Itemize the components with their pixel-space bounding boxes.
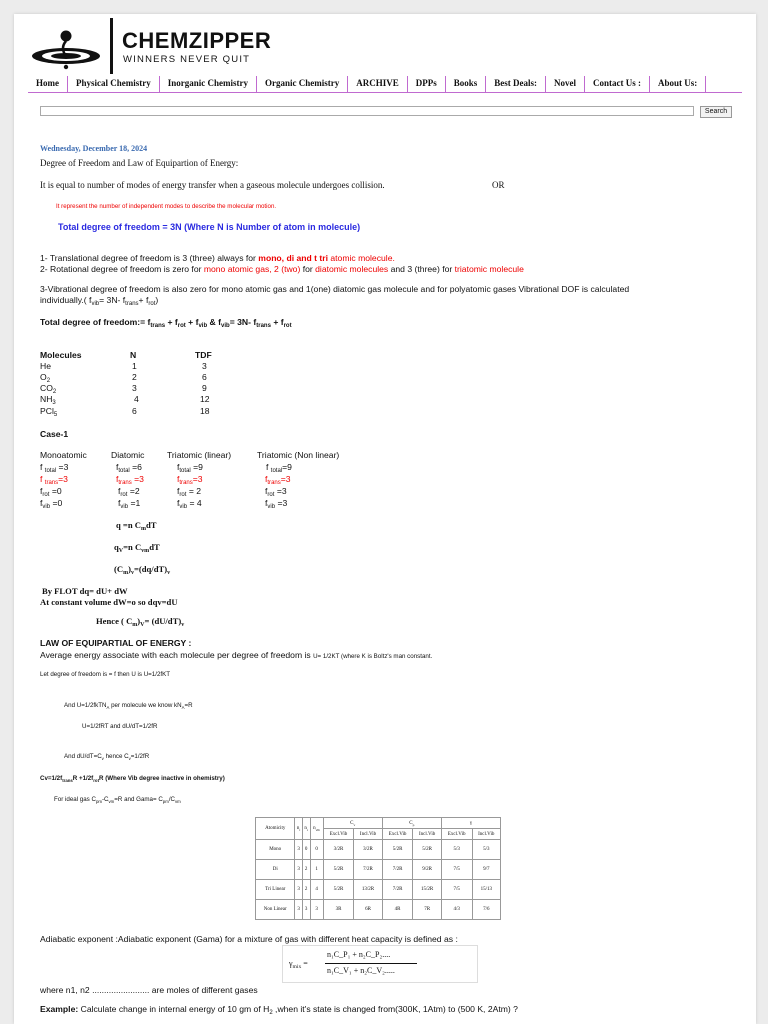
site-title[interactable]: CHEMZIPPER	[122, 28, 272, 53]
eq-qv: $q_V=n$ $C_{vm}dT$	[114, 542, 160, 554]
thermo-cell: 13/2R	[354, 880, 382, 900]
mol-header-n: N	[130, 350, 137, 360]
th-gamma: γ	[441, 818, 500, 829]
case-vib-trilin: $f_{vib} = 4$	[177, 498, 202, 510]
search-input[interactable]	[40, 106, 694, 116]
thermo-cell: 7R	[413, 900, 441, 920]
mol-row-co2: $CO_2$	[40, 383, 57, 395]
th-sub-0: Excl.Vib	[323, 829, 354, 840]
thermo-cell: 9/2R	[413, 860, 441, 880]
intro-text: It is equal to number of modes of energy transfer when a gaseous molecule undergoes collision.	[40, 180, 385, 190]
thermo-row-mono	[256, 840, 501, 860]
mol-tdf-pcl5: 18	[200, 406, 210, 416]
case-header-tri-linear: Triatomic (linear)	[167, 450, 232, 460]
thermo-row-linear	[256, 880, 501, 900]
th-sub-3: Incl.Vib	[413, 829, 441, 840]
let-dof-line: Let degree of freedom is = f then U is U=1/2fKT	[40, 671, 171, 678]
nav-contact-us[interactable]: Contact Us :	[585, 76, 650, 92]
thermo-cell: 7/5	[441, 880, 472, 900]
case-vib-di: $f_{vib} =1$	[118, 498, 141, 510]
th-sub-4: Excl.Vib	[441, 829, 472, 840]
case-header-di: Diatomic	[111, 450, 145, 460]
thermo-cell: 3	[295, 880, 302, 900]
thermo-cell: 3R	[323, 900, 354, 920]
thermo-cell: 3	[295, 900, 302, 920]
thermo-cell: 3	[295, 840, 302, 860]
thermo-header-row	[256, 818, 501, 829]
logo-icon[interactable]	[30, 24, 102, 76]
nav-physical-chemistry[interactable]: Physical Chemistry	[68, 76, 160, 92]
formula-numerator: n₁C_P₁ + n₂C_P₂....	[327, 950, 391, 959]
th-sub-2: Excl.Vib	[382, 829, 413, 840]
case-total-di: $f_{total} =6$	[116, 462, 142, 474]
formula-lhs: $\gamma_{mix}$ =	[289, 959, 308, 970]
nav-dpps[interactable]: DPPs	[408, 76, 446, 92]
case-rot-di: $f_{rot} =2$	[118, 486, 140, 498]
thermo-cell: 0	[302, 840, 310, 860]
thermo-row-di	[256, 860, 501, 880]
mol-n-nh3: 4	[134, 394, 139, 404]
nav-best-deals[interactable]: Best Deals:	[486, 76, 546, 92]
thermo-cell: 5/2R	[323, 860, 354, 880]
mol-row-pcl5: PCl$_5$	[40, 406, 58, 418]
case-trans-di: $f_{trans} =3$	[116, 474, 144, 486]
mol-header-tdf: TDF	[195, 350, 212, 360]
eq-const-vol: At constant volume dW=o so dqv=dU	[40, 597, 178, 607]
mol-n-co2: 3	[132, 383, 137, 393]
ideal-gas-line: For ideal gas $C_{pm}-C_{vm}=R$ and Gama= $C_{pm}/C_{vm}$	[54, 796, 181, 804]
nav-home[interactable]: Home	[28, 76, 68, 92]
thermo-cell: 7/2R	[354, 860, 382, 880]
th-atomicity: Atomicity	[256, 818, 295, 840]
thermo-cell: 7/2R	[382, 860, 413, 880]
post-date: Wednesday, December 18, 2024	[40, 144, 148, 153]
eq-flot: By FLOT dq= dU+ dW	[42, 586, 128, 596]
formula-denominator: n₁C_V₁ + n₂C_V₂.....	[327, 966, 395, 975]
mol-row-he: He	[40, 361, 51, 371]
site-tagline: WINNERS NEVER QUIT	[123, 54, 251, 65]
mol-row-nh3: $NH_3$	[40, 394, 56, 406]
case-total-trinonlin: f $_{total}$=9	[266, 462, 292, 474]
mol-header-molecules: Molecules	[40, 350, 82, 360]
thermo-cell: 7/6	[472, 900, 500, 920]
thermo-cell: Di	[256, 860, 295, 880]
thermo-cell: 7/2R	[382, 880, 413, 900]
nav-archive[interactable]: ARCHIVE	[348, 76, 408, 92]
thermo-row-nonlinear	[256, 900, 501, 920]
thermo-cell: 5/3	[441, 840, 472, 860]
page	[14, 14, 756, 1024]
total-dof-line: Total degree of freedom = 3N (Where N is Number of atom in molecule)	[58, 222, 361, 232]
thermo-cell: Non Linear	[256, 900, 295, 920]
thermo-cell: Tri Linear	[256, 880, 295, 900]
example-line: Example: Calculate change in internal energy of 10 gm of $H_2$ ,when it's state is changed from(300K, 1Atm) to (500 K, 2Atm) ?	[40, 1004, 518, 1016]
case-rot-trinonlin: $f_{rot} =3$	[265, 486, 287, 498]
nav-inorganic-chemistry[interactable]: Inorganic Chemistry	[160, 76, 257, 92]
and-u-line: And U=1/2fkTN$_A$ per molecule we know $kN_A=R$	[64, 702, 193, 710]
mol-n-o2: 2	[132, 372, 137, 382]
main-nav	[28, 76, 742, 93]
cv-line: $Cv=1/2f_{trans}R +1/2f_{rot}R$ (Where Vib degree inactive in ohemistry)	[40, 775, 225, 783]
thermo-cell: 15/13	[472, 880, 500, 900]
gamma-mix-formula	[282, 945, 478, 983]
eq-q: q =n $C_mdT$	[116, 520, 157, 532]
th-sub-5: Incl.Vib	[472, 829, 500, 840]
law-title: LAW OF EQUIPARTIAL OF ENERGY :	[40, 638, 192, 648]
thermo-cell: 1	[310, 860, 323, 880]
and-du-line: And $dU/dT=C_v$ hence $C_v=1/2fR$	[64, 753, 150, 761]
thermo-cell: 3	[302, 900, 310, 920]
mol-n-he: 1	[132, 361, 137, 371]
th-n3: $n_{vib}$	[310, 818, 323, 840]
site-header	[14, 14, 756, 84]
thermo-cell: 5/2R	[382, 840, 413, 860]
mol-tdf-co2: 9	[202, 383, 207, 393]
th-n2: $n_r$	[302, 818, 310, 840]
total-dof-formula: Total degree of freedom:= $f_{trans} + f_{rot} + f_{vib}$ & $f_{vib}= 3N-$ $f_{trans} + f_{rot}$	[40, 317, 292, 329]
eq-cm: $(C_m)_v=(dq/dT)_v$	[114, 564, 171, 576]
thermo-cell: Mono	[256, 840, 295, 860]
logo-divider	[110, 18, 113, 74]
thermo-cell: 3	[295, 860, 302, 880]
case-vib-trinonlin: $f_{vib} =3$	[265, 498, 288, 510]
thermo-cell: 7/5	[441, 860, 472, 880]
thermo-table	[255, 817, 501, 920]
vibrational-line-1: 3-Vibrational degree of freedom is also zero for mono atomic gas and 1(one) diatomic gas molecule and for polyatomic gases Vibrational DOF is calculated	[40, 284, 630, 294]
mol-tdf-he: 3	[202, 361, 207, 371]
mol-n-pcl5: 6	[132, 406, 137, 416]
thermo-cell: 3/2R	[354, 840, 382, 860]
case-trans-trilin: $f_{trans}=3$	[177, 474, 203, 486]
mol-tdf-nh3: 12	[200, 394, 210, 404]
law-avg-line: Average energy associate with each molecule per degree of freedom is U= 1/2KT (where K is Boltz's man constant.	[40, 650, 433, 660]
represent-note: It represent the number of independent modes to describe the molecular motion.	[56, 203, 277, 210]
thermo-cell: 3	[310, 900, 323, 920]
u-rt-line: U=1/2fRT and dU/dT=1/2fR	[82, 723, 158, 730]
search-bar	[40, 106, 730, 120]
case-header-tri-nonlinear: Triatomic (Non linear)	[257, 450, 340, 460]
where-n-line: where n1, n2 ........................ are moles of different gases	[40, 985, 258, 995]
th-n1: $n_t$	[295, 818, 302, 840]
case-rot-mono: $f_{rot} =0$	[40, 486, 62, 498]
vibrational-line-2: individually.( $f_{vib}= 3N-$ $f_{trans}+ f_{rot}$)	[40, 295, 159, 307]
thermo-cell: 3/2R	[323, 840, 354, 860]
case-header-mono: Monoatomic	[40, 450, 87, 460]
thermo-cell: 2	[302, 880, 310, 900]
mol-tdf-o2: 6	[202, 372, 207, 382]
rotational-line: 2- Rotational degree of freedom is zero for mono atomic gas, 2 (two) for diatomic molecules and 3 (three) for triatomic molecule	[40, 264, 524, 274]
thermo-cell: 4R	[382, 900, 413, 920]
case-trans-mono: f $_{trans}$=3	[40, 474, 68, 486]
case-trans-trinonlin: $f_{trans}=3$	[265, 474, 291, 486]
thermo-cell: 9/7	[472, 860, 500, 880]
case-total-trilin: $f_{total} =9$	[177, 462, 203, 474]
thermo-cell: 5/2R	[413, 840, 441, 860]
thermo-cell: 0	[310, 840, 323, 860]
thermo-cell: 15/2R	[413, 880, 441, 900]
nav-organic-chemistry[interactable]: Organic Chemistry	[257, 76, 348, 92]
thermo-cell: 4/3	[441, 900, 472, 920]
search-button[interactable]: Search	[700, 106, 732, 118]
thermo-cell: 5/2R	[323, 880, 354, 900]
case1-heading: Case-1	[40, 429, 69, 439]
th-cp: $C_p$	[382, 818, 441, 829]
adiabatic-line: Adiabatic exponent :Adiabatic exponent (Gama) for a mixture of gas with different heat capacity is defined as :	[40, 934, 458, 944]
case-vib-mono: $f_{vib} =0$	[40, 498, 63, 510]
post-title: Degree of Freedom and Law of Equipartion of Energy:	[40, 158, 239, 168]
mol-row-o2: $O_2$	[40, 372, 51, 384]
th-sub-1: Incl.Vib	[354, 829, 382, 840]
eq-hence: Hence ( $C_m)_V= (dU/dT)_v$	[96, 616, 185, 628]
th-cv: $C_v$	[323, 818, 382, 829]
thermo-cell: 2	[302, 860, 310, 880]
case-total-mono: f $_{total}$ =3	[40, 462, 69, 474]
translational-line: 1- Translational degree of freedom is 3 (three) always for mono, di and t tri atomic molecule.	[40, 253, 395, 263]
formula-fraction-bar	[325, 963, 417, 964]
nav-about-us[interactable]: About Us:	[650, 76, 706, 92]
thermo-cell: 4	[310, 880, 323, 900]
nav-novel[interactable]: Novel	[546, 76, 585, 92]
case-rot-trilin: $f_{rot} = 2$	[177, 486, 201, 498]
nav-books[interactable]: Books	[446, 76, 487, 92]
thermo-cell: 6R	[354, 900, 382, 920]
thermo-cell: 5/3	[472, 840, 500, 860]
or-text: OR	[492, 180, 505, 190]
